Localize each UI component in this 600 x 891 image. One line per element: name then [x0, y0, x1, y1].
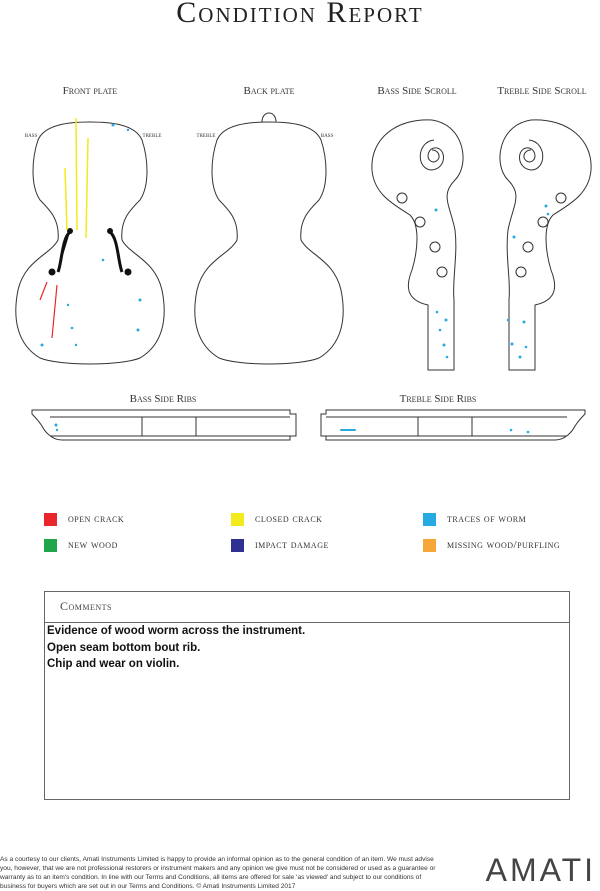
comments-title: Comments — [60, 599, 113, 613]
front-worm-traces — [41, 124, 142, 347]
legend-swatch — [44, 513, 57, 526]
legend-label: closed crack — [255, 513, 323, 525]
page-title: Condition Report — [176, 0, 424, 29]
treble-peg-holes — [516, 193, 566, 277]
comment-line: Chip and wear on violin. — [47, 658, 180, 670]
treble-f-hole — [110, 232, 122, 272]
legend-swatch — [423, 539, 436, 552]
front-bass-label: bass — [24, 130, 38, 139]
comments-header — [45, 592, 569, 623]
bass-f-hole-eye-bottom — [49, 269, 56, 276]
bass-peg-holes — [397, 193, 447, 277]
bass-ribs-worm-traces — [55, 424, 59, 432]
bass-side-ribs-drawing — [32, 410, 296, 440]
treble-side-ribs-label: Treble Side Ribs — [399, 393, 477, 405]
front-plate-label: Front plate — [62, 85, 118, 97]
treble-f-hole-eye-bottom — [125, 269, 132, 276]
bass-f-hole — [58, 232, 70, 272]
treble-scroll-volute — [520, 140, 543, 170]
back-plate-label: Back plate — [243, 85, 295, 97]
legend-swatch — [231, 539, 244, 552]
treble-side-ribs-drawing — [321, 410, 585, 440]
legend-label: traces of worm — [447, 513, 527, 525]
legend-label: new wood — [68, 539, 118, 551]
bass-scroll-volute — [420, 140, 443, 170]
bass-scroll-outline — [372, 120, 463, 370]
legend-label: impact damage — [255, 539, 329, 551]
brand-logo: AMATI — [485, 852, 596, 888]
bass-side-ribs-label: Bass Side Ribs — [129, 393, 197, 405]
legend-label: open crack — [68, 513, 125, 525]
back-bass-label: bass — [320, 130, 334, 139]
legend-swatch — [231, 513, 244, 526]
bass-scroll-worm-traces — [435, 209, 449, 359]
open-crack-marks — [40, 282, 57, 338]
bass-side-scroll-label: Bass Side Scroll — [377, 85, 457, 97]
legend-swatch — [44, 539, 57, 552]
treble-scroll-worm-traces — [507, 205, 550, 359]
comment-line: Open seam bottom bout rib. — [47, 641, 201, 654]
back-button — [262, 113, 276, 122]
back-treble-label: treble — [196, 130, 216, 139]
back-plate-outline — [195, 122, 343, 364]
closed-crack-marks — [65, 118, 88, 238]
treble-scroll-outline — [500, 120, 591, 370]
comments-box — [44, 591, 570, 800]
front-plate-outline — [16, 122, 164, 364]
treble-side-scroll-label: Treble Side Scroll — [497, 85, 587, 97]
treble-ribs-worm-traces — [340, 429, 529, 434]
comments-body — [47, 623, 305, 673]
disclaimer-text: As a courtesy to our clients, Amati Instruments Limited is happy to provide an informal opinion as to the general condition of an item. We must advise you, however, that we are not professional restorers or instrument makers and any opinion we give must not be considered or used as a guarantee or warranty as to an item's condition. In line with our Terms and Conditions, all items are offered for sale ‘as viewed’ and subject to our conditions of business for buyers which are set out in our Terms and Conditions. © Amati Instruments Limited 2017 — [0, 856, 436, 890]
legend-swatch — [423, 513, 436, 526]
bass-f-hole-eye-top — [67, 228, 73, 234]
treble-f-hole-eye-top — [107, 228, 113, 234]
comment-line: Evidence of wood worm across the instrument. — [47, 625, 306, 637]
front-treble-label: treble — [142, 130, 162, 139]
legend-label: missing wood/purfling — [447, 539, 561, 551]
